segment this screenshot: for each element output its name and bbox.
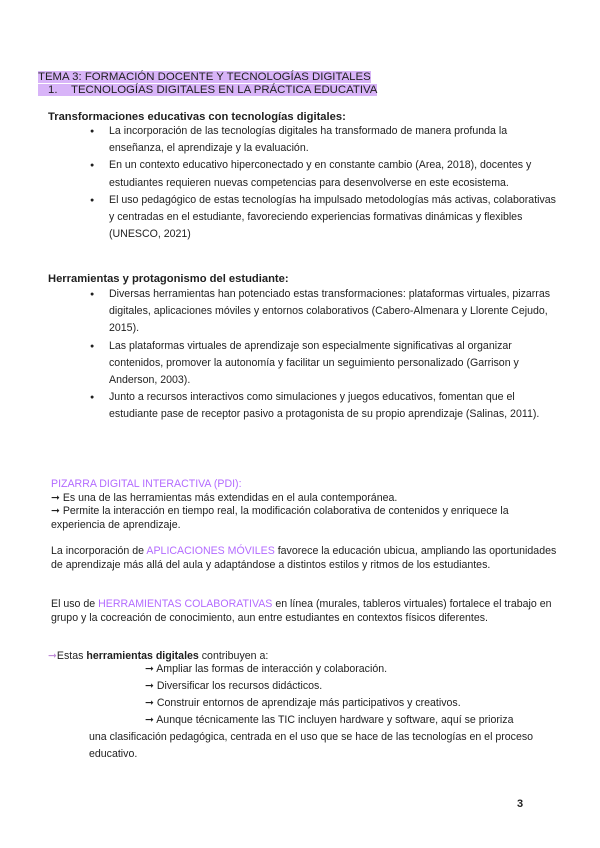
topic-title-text: TEMA 3: FORMACIÓN DOCENTE Y TECNOLOGÍAS DIGITALES xyxy=(38,71,371,83)
contribute-text-after: contribuyen a: xyxy=(198,650,269,662)
list-item: ➞ Diversificar los recursos didácticos. xyxy=(145,680,323,692)
section-number: 1. xyxy=(48,84,58,96)
apps-text-after: favorece la educación ubicua, ampliando las oportunidades de aprendizaje más allá del aula y adaptándose a distintos estilos y ritmos de los estudiantes. xyxy=(51,545,557,571)
list-item: ➞ Ampliar las formas de interacción y colaboración. xyxy=(145,663,388,675)
arrow-icon: ➞ xyxy=(48,650,57,662)
pdi-block xyxy=(51,478,561,532)
collab-text-before: El uso de xyxy=(51,598,99,610)
list-item: ● Las plataformas virtuales de aprendizaje son especialmente significativas al organizar contenidos, promover la autonomía y facilitar un seguimiento personalizado (Garrison y Anderson, 2003). xyxy=(90,338,560,390)
section-title-highlight xyxy=(38,84,377,96)
topic-title xyxy=(38,71,371,84)
section-title xyxy=(38,84,377,97)
apps-paragraph xyxy=(51,545,561,572)
contribute-bold: herramientas digitales xyxy=(86,650,199,662)
list-item: ● En un contexto educativo hiperconectado y en constante cambio (Area, 2018), docentes y estudiantes requieren nuevas competencias para desenvolverse en este ecosistema. xyxy=(90,157,560,191)
tools-list xyxy=(90,286,560,424)
list-item-continuation: una clasificación pedagógica, centrada en el uso que se hace de las tecnologías en el proceso educativo. xyxy=(89,731,534,760)
transformations-list xyxy=(90,123,560,243)
apps-text-before: La incorporación de xyxy=(51,545,147,557)
tools-heading: Herramientas y protagonismo del estudiante: xyxy=(48,273,289,285)
collab-paragraph xyxy=(51,598,561,625)
list-item: ➞ Aunque técnicamente las TIC incluyen hardware y software, aquí se prioriza xyxy=(145,714,514,726)
contribute-text-before: Estas xyxy=(56,650,87,662)
contribute-list xyxy=(89,661,565,763)
collab-text-after: en línea (murales, tableros virtuales) fortalece el trabajo en grupo y la cocreación de conocimiento, aun entre estudiantes en contextos físicos diferentes. xyxy=(51,598,552,624)
page-number: 3 xyxy=(517,798,524,810)
collab-highlight: HERRAMIENTAS COLABORATIVAS xyxy=(98,598,273,610)
list-item: ● Diversas herramientas han potenciado estas transformaciones: plataformas virtuales, pizarras digitales, aplicaciones móviles y entornos colaborativos (Cabero-Almenara y Llorente Cejudo, 2015). xyxy=(90,286,560,338)
pdi-line-1: ➞ Es una de las herramientas más extendidas en el aula contemporánea. xyxy=(51,491,398,504)
section-title-text: TECNOLOGÍAS DIGITALES EN LA PRÁCTICA EDUCATIVA xyxy=(71,84,378,96)
list-item: ● La incorporación de las tecnologías digitales ha transformado de manera profunda la enseñanza, el aprendizaje y la evaluación. xyxy=(90,123,560,157)
apps-highlight: APLICACIONES MÓVILES xyxy=(146,545,275,557)
list-item: ● Junto a recursos interactivos como simulaciones y juegos educativos, fomentan que el estudiante pase de receptor pasivo a protagonista de su propio aprendizaje (Salinas, 2011). xyxy=(90,389,560,423)
pdi-line-2: ➞ Permite la interacción en tiempo real, la modificación colaborativa de contenidos y enriquece la experiencia de aprendizaje. xyxy=(51,505,509,531)
pdi-label: PIZARRA DIGITAL INTERACTIVA (PDI): xyxy=(51,478,242,490)
transformations-heading: Transformaciones educativas con tecnologías digitales: xyxy=(48,111,346,123)
list-item: ● El uso pedagógico de estas tecnologías ha impulsado metodologías más activas, colaborativas y centradas en el estudiante, favoreciendo experiencias formativas dinámicas y flexibles (UNESCO, 2021) xyxy=(90,192,560,244)
list-item: ➞ Construir entornos de aprendizaje más participativos y creativos. xyxy=(145,697,461,709)
